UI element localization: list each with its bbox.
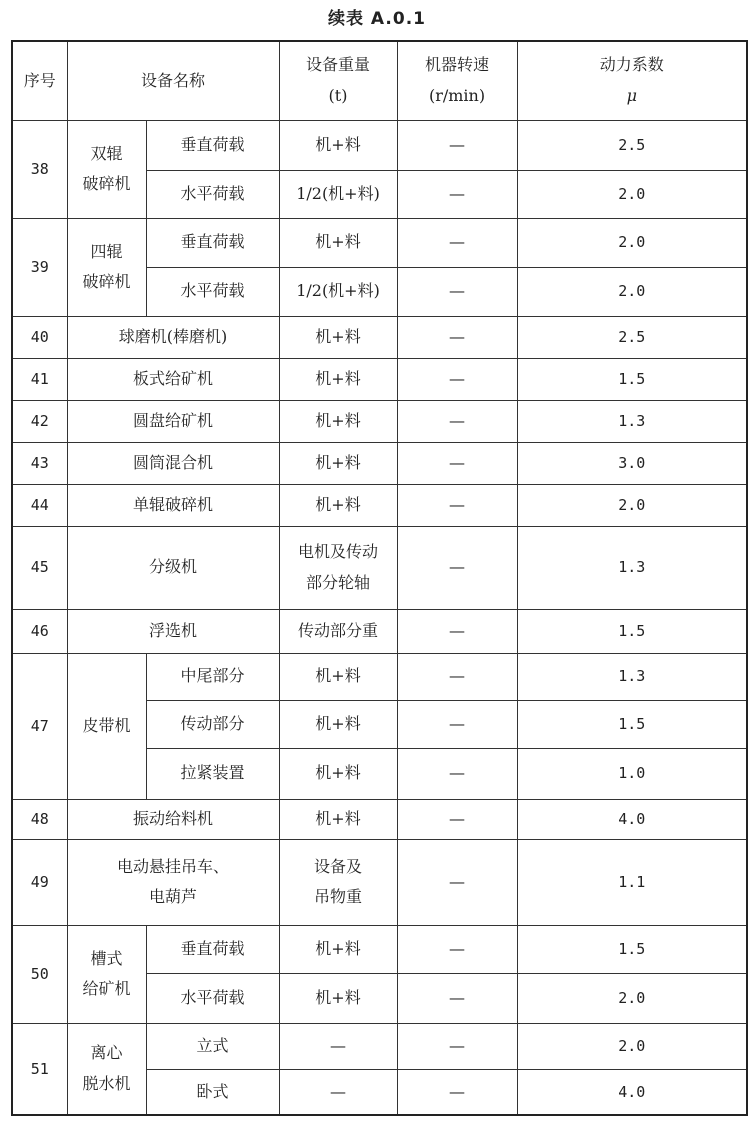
equipment-weight: 机+料 xyxy=(279,400,397,442)
dynamic-coefficient: 1.5 xyxy=(517,700,747,748)
component-part: 传动部分 xyxy=(146,700,279,748)
table-row xyxy=(12,218,747,267)
row-number: 48 xyxy=(12,799,67,839)
row-number: 42 xyxy=(12,400,67,442)
table-row xyxy=(12,120,747,170)
machine-speed: — xyxy=(397,120,517,170)
dynamic-coefficient: 2.0 xyxy=(517,267,747,316)
equipment-name: 双辊 破碎机 xyxy=(67,120,146,218)
equipment-name: 离心 脱水机 xyxy=(67,1023,146,1115)
table-row xyxy=(12,609,747,653)
component-part: 中尾部分 xyxy=(146,653,279,700)
machine-speed: — xyxy=(397,925,517,973)
row-number: 40 xyxy=(12,316,67,358)
dynamic-coefficient: 2.0 xyxy=(517,1023,747,1069)
equipment-weight: 机+料 xyxy=(279,973,397,1023)
dynamic-coefficient: 4.0 xyxy=(517,799,747,839)
row-number: 50 xyxy=(12,925,67,1023)
machine-speed: — xyxy=(397,267,517,316)
header-weight: 设备重量 (t) xyxy=(279,41,397,120)
dynamic-coefficient: 2.0 xyxy=(517,170,747,218)
table-title: 续表 A.0.1 xyxy=(328,9,426,29)
equipment-name: 分级机 xyxy=(67,526,279,609)
equipment-weight: 机+料 xyxy=(279,799,397,839)
dynamic-coefficient: 4.0 xyxy=(517,1069,747,1115)
equipment-weight: 机+料 xyxy=(279,748,397,799)
machine-speed: — xyxy=(397,799,517,839)
mount-type: 卧式 xyxy=(146,1069,279,1115)
machine-speed: — xyxy=(397,1069,517,1115)
machine-speed: — xyxy=(397,700,517,748)
dynamic-coefficient: 3.0 xyxy=(517,442,747,484)
machine-speed: — xyxy=(397,839,517,925)
machine-speed: — xyxy=(397,653,517,700)
row-number: 47 xyxy=(12,653,67,799)
header-speed: 机器转速 (r/min) xyxy=(397,41,517,120)
equipment-name: 圆筒混合机 xyxy=(67,442,279,484)
dynamic-coefficient: 1.3 xyxy=(517,400,747,442)
machine-speed: — xyxy=(397,609,517,653)
equipment-name: 板式给矿机 xyxy=(67,358,279,400)
row-number: 49 xyxy=(12,839,67,925)
mount-type: 立式 xyxy=(146,1023,279,1069)
equipment-dynamic-coefficient-table xyxy=(11,40,748,1116)
machine-speed: — xyxy=(397,358,517,400)
equipment-weight: 机+料 xyxy=(279,442,397,484)
row-number: 51 xyxy=(12,1023,67,1115)
machine-speed: — xyxy=(397,973,517,1023)
equipment-name: 皮带机 xyxy=(67,653,146,799)
equipment-name: 圆盘给矿机 xyxy=(67,400,279,442)
dynamic-coefficient: 2.5 xyxy=(517,316,747,358)
dynamic-coefficient: 2.0 xyxy=(517,218,747,267)
load-direction: 垂直荷载 xyxy=(146,120,279,170)
table-row xyxy=(12,839,747,925)
equipment-weight: 1/2(机+料) xyxy=(279,267,397,316)
equipment-weight: 传动部分重 xyxy=(279,609,397,653)
equipment-weight: 机+料 xyxy=(279,653,397,700)
equipment-name: 振动给料机 xyxy=(67,799,279,839)
dynamic-coefficient: 1.5 xyxy=(517,925,747,973)
load-direction: 水平荷载 xyxy=(146,267,279,316)
load-direction: 垂直荷载 xyxy=(146,218,279,267)
dynamic-coefficient: 2.0 xyxy=(517,484,747,526)
equipment-weight: — xyxy=(279,1023,397,1069)
table-row xyxy=(12,400,747,442)
machine-speed: — xyxy=(397,316,517,358)
equipment-weight: — xyxy=(279,1069,397,1115)
equipment-name: 槽式 给矿机 xyxy=(67,925,146,1023)
row-number: 43 xyxy=(12,442,67,484)
row-number: 41 xyxy=(12,358,67,400)
equipment-weight: 机+料 xyxy=(279,218,397,267)
component-part: 拉紧装置 xyxy=(146,748,279,799)
dynamic-coefficient: 1.5 xyxy=(517,358,747,400)
machine-speed: — xyxy=(397,400,517,442)
equipment-weight: 1/2(机+料) xyxy=(279,170,397,218)
equipment-name: 电动悬挂吊车、 电葫芦 xyxy=(67,839,279,925)
table-row xyxy=(12,484,747,526)
equipment-weight: 电机及传动 部分轮轴 xyxy=(279,526,397,609)
table-row xyxy=(12,442,747,484)
equipment-name: 球磨机(棒磨机) xyxy=(67,316,279,358)
load-direction: 水平荷载 xyxy=(146,973,279,1023)
dynamic-coefficient: 1.3 xyxy=(517,526,747,609)
row-number: 44 xyxy=(12,484,67,526)
load-direction: 垂直荷载 xyxy=(146,925,279,973)
dynamic-coefficient: 1.0 xyxy=(517,748,747,799)
table-row xyxy=(12,653,747,700)
machine-speed: — xyxy=(397,1023,517,1069)
table-row xyxy=(12,925,747,973)
equipment-weight: 设备及 吊物重 xyxy=(279,839,397,925)
header-row xyxy=(12,41,747,120)
machine-speed: — xyxy=(397,748,517,799)
equipment-weight: 机+料 xyxy=(279,120,397,170)
dynamic-coefficient: 1.3 xyxy=(517,653,747,700)
dynamic-coefficient: 1.5 xyxy=(517,609,747,653)
machine-speed: — xyxy=(397,442,517,484)
machine-speed: — xyxy=(397,484,517,526)
equipment-name: 四辊 破碎机 xyxy=(67,218,146,316)
machine-speed: — xyxy=(397,526,517,609)
equipment-weight: 机+料 xyxy=(279,700,397,748)
row-number: 38 xyxy=(12,120,67,218)
row-number: 46 xyxy=(12,609,67,653)
row-number: 39 xyxy=(12,218,67,316)
equipment-weight: 机+料 xyxy=(279,316,397,358)
table-row xyxy=(12,1023,747,1069)
equipment-weight: 机+料 xyxy=(279,925,397,973)
machine-speed: — xyxy=(397,170,517,218)
header-coef: 动力系数 μ xyxy=(517,41,747,120)
table-row xyxy=(12,316,747,358)
load-direction: 水平荷载 xyxy=(146,170,279,218)
equipment-name: 单辊破碎机 xyxy=(67,484,279,526)
dynamic-coefficient: 2.5 xyxy=(517,120,747,170)
machine-speed: — xyxy=(397,218,517,267)
row-number: 45 xyxy=(12,526,67,609)
equipment-weight: 机+料 xyxy=(279,484,397,526)
equipment-name: 浮选机 xyxy=(67,609,279,653)
equipment-weight: 机+料 xyxy=(279,358,397,400)
dynamic-coefficient: 1.1 xyxy=(517,839,747,925)
table-row xyxy=(12,799,747,839)
header-seq: 序号 xyxy=(12,41,67,120)
header-name: 设备名称 xyxy=(67,41,279,120)
table-row xyxy=(12,358,747,400)
table-row xyxy=(12,526,747,609)
dynamic-coefficient: 2.0 xyxy=(517,973,747,1023)
